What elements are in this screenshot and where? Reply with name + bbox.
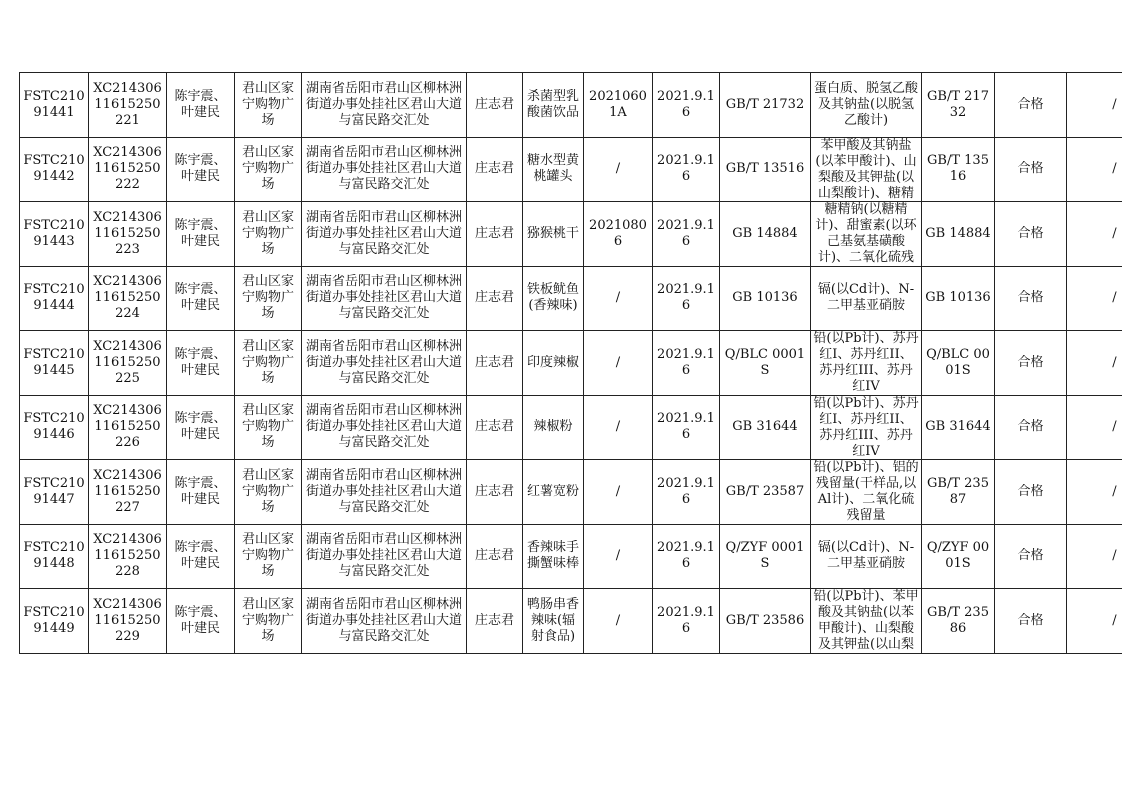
standard-cell xyxy=(720,266,811,331)
report-id-text: FSTC21091442 xyxy=(23,153,85,185)
sample-code-text: XC21430611615250226 xyxy=(93,403,162,451)
basis-text: GB/T 21732 xyxy=(927,88,989,120)
product-name-text: 鸭肠串香辣味(辐射食品) xyxy=(526,596,579,644)
note-text: / xyxy=(1112,161,1117,177)
report-id-cell xyxy=(20,395,89,460)
address-cell xyxy=(302,460,467,525)
address-text: 湖南省岳阳市君山区柳林洲街道办事处挂社区君山大道与富民路交汇处 xyxy=(305,274,462,322)
result-cell xyxy=(995,524,1067,589)
basis-text: GB/T 23587 xyxy=(927,475,989,507)
sampler-cell xyxy=(167,460,235,525)
batch-text: / xyxy=(615,354,621,370)
standard-cell xyxy=(720,395,811,460)
person-text: 庄志君 xyxy=(474,96,514,112)
date-text: 2021.9.16 xyxy=(657,88,715,120)
sample-code-cell xyxy=(89,137,167,202)
product-name-text: 印度辣椒 xyxy=(526,354,579,370)
report-id-text: FSTC21091444 xyxy=(23,282,85,314)
basis-cell xyxy=(922,202,995,267)
test-items-cell xyxy=(811,202,922,267)
note-text: / xyxy=(1112,612,1117,628)
standard-text: Q/ZYF 0001S xyxy=(725,540,805,572)
report-id-text: FSTC21091447 xyxy=(23,475,85,507)
batch-cell xyxy=(584,202,653,267)
batch-text: 20210806 xyxy=(589,217,647,249)
person-cell xyxy=(467,73,523,138)
standard-text: GB 31644 xyxy=(732,419,798,435)
test-items-text: 糖精钠(以糖精计)、甜蜜素(以环己基氨基磺酸计)、二氧化硫残 xyxy=(815,202,917,266)
result-text: 合格 xyxy=(1017,161,1044,177)
note-cell xyxy=(1067,266,1122,331)
sampled-unit-text: 君山区家宁购物广场 xyxy=(241,596,294,644)
product-name-cell xyxy=(523,202,584,267)
report-id-cell xyxy=(20,73,89,138)
sample-code-cell xyxy=(89,266,167,331)
address-cell xyxy=(302,73,467,138)
sample-code-cell xyxy=(89,524,167,589)
sampled-unit-cell xyxy=(235,266,302,331)
sampled-unit-text: 君山区家宁购物广场 xyxy=(241,145,294,193)
batch-cell xyxy=(584,395,653,460)
batch-text: 20210601A xyxy=(589,88,647,120)
address-cell xyxy=(302,266,467,331)
sampled-unit-cell xyxy=(235,73,302,138)
address-cell xyxy=(302,589,467,654)
sampled-unit-cell xyxy=(235,524,302,589)
sample-code-text: XC21430611615250224 xyxy=(93,274,162,322)
sampler-text: 陈宇震、叶建民 xyxy=(174,88,227,120)
sample-code-text: XC21430611615250227 xyxy=(93,467,162,515)
result-text: 合格 xyxy=(1017,483,1044,499)
sampled-unit-text: 君山区家宁购物广场 xyxy=(241,532,294,580)
note-cell xyxy=(1067,73,1122,138)
sampler-cell xyxy=(167,524,235,589)
standard-text: GB 14884 xyxy=(732,225,798,241)
report-id-cell xyxy=(20,266,89,331)
test-items-cell xyxy=(811,266,922,331)
test-items-cell xyxy=(811,589,922,654)
batch-text: / xyxy=(615,483,621,499)
standard-cell xyxy=(720,331,811,396)
address-text: 湖南省岳阳市君山区柳林洲街道办事处挂社区君山大道与富民路交汇处 xyxy=(305,596,462,644)
standard-cell xyxy=(720,73,811,138)
date-cell xyxy=(653,524,720,589)
sampler-text: 陈宇震、叶建民 xyxy=(174,475,227,507)
person-cell xyxy=(467,524,523,589)
result-cell xyxy=(995,137,1067,202)
person-cell xyxy=(467,395,523,460)
note-cell xyxy=(1067,137,1122,202)
basis-cell xyxy=(922,395,995,460)
date-cell xyxy=(653,589,720,654)
table-row xyxy=(20,331,1122,396)
report-id-text: FSTC21091449 xyxy=(23,604,85,636)
sample-code-text: XC21430611615250221 xyxy=(93,80,162,128)
standard-cell xyxy=(720,524,811,589)
test-items-cell xyxy=(811,460,922,525)
result-text: 合格 xyxy=(1017,225,1044,241)
sampler-text: 陈宇震、叶建民 xyxy=(174,346,227,378)
table-row xyxy=(20,137,1122,202)
note-cell xyxy=(1067,331,1122,396)
test-items-text: 镉(以Cd计)、N-二甲基亚硝胺 xyxy=(817,540,915,572)
person-cell xyxy=(467,589,523,654)
batch-text: / xyxy=(615,612,621,628)
result-text: 合格 xyxy=(1017,290,1044,306)
batch-cell xyxy=(584,137,653,202)
table-row xyxy=(20,589,1122,654)
note-cell xyxy=(1067,524,1122,589)
result-cell xyxy=(995,331,1067,396)
person-text: 庄志君 xyxy=(474,419,514,435)
sample-code-text: XC21430611615250228 xyxy=(93,532,162,580)
sampler-cell xyxy=(167,73,235,138)
standard-cell xyxy=(720,589,811,654)
sampler-cell xyxy=(167,137,235,202)
date-cell xyxy=(653,395,720,460)
report-id-text: FSTC21091445 xyxy=(23,346,85,378)
date-text: 2021.9.16 xyxy=(657,475,715,507)
basis-text: Q/BLC 0001S xyxy=(926,346,990,378)
table-body xyxy=(20,73,1122,654)
sampler-text: 陈宇震、叶建民 xyxy=(174,411,227,443)
address-cell xyxy=(302,524,467,589)
report-id-text: FSTC21091443 xyxy=(23,217,85,249)
date-cell xyxy=(653,266,720,331)
date-text: 2021.9.16 xyxy=(657,411,715,443)
product-name-text: 铁板鱿鱼(香辣味) xyxy=(526,282,579,314)
product-name-cell xyxy=(523,137,584,202)
basis-text: GB 31644 xyxy=(925,419,991,435)
batch-cell xyxy=(584,266,653,331)
person-cell xyxy=(467,331,523,396)
address-text: 湖南省岳阳市君山区柳林洲街道办事处挂社区君山大道与富民路交汇处 xyxy=(305,209,462,257)
test-items-cell xyxy=(811,137,922,202)
standard-text: GB/T 13516 xyxy=(725,161,805,177)
date-text: 2021.9.16 xyxy=(657,217,715,249)
address-cell xyxy=(302,331,467,396)
test-items-text: 苯甲酸及其钠盐(以苯甲酸计)、山梨酸及其钾盐(以山梨酸计)、糖精 xyxy=(815,137,917,201)
standard-cell xyxy=(720,460,811,525)
test-items-cell xyxy=(811,73,922,138)
sampler-cell xyxy=(167,202,235,267)
standard-text: GB 10136 xyxy=(732,290,798,306)
product-name-cell xyxy=(523,266,584,331)
sampled-unit-text: 君山区家宁购物广场 xyxy=(241,80,294,128)
test-items-text: 蛋白质、脱氢乙酸及其钠盐(以脱氢乙酸计) xyxy=(813,80,918,128)
address-text: 湖南省岳阳市君山区柳林洲街道办事处挂社区君山大道与富民路交汇处 xyxy=(305,532,462,580)
table-row xyxy=(20,73,1122,138)
standard-text: Q/BLC 0001S xyxy=(724,346,806,378)
product-name-text: 香辣味手撕蟹味棒 xyxy=(526,540,579,572)
address-cell xyxy=(302,137,467,202)
standard-text: GB/T 23586 xyxy=(725,612,805,628)
basis-cell xyxy=(922,137,995,202)
result-text: 合格 xyxy=(1017,548,1044,564)
date-cell xyxy=(653,137,720,202)
person-text: 庄志君 xyxy=(474,483,514,499)
product-name-text: 糖水型黄桃罐头 xyxy=(526,153,579,185)
person-text: 庄志君 xyxy=(474,225,514,241)
sampled-unit-text: 君山区家宁购物广场 xyxy=(241,467,294,515)
basis-text: GB/T 23586 xyxy=(927,604,989,636)
product-name-cell xyxy=(523,524,584,589)
person-text: 庄志君 xyxy=(474,354,514,370)
report-id-cell xyxy=(20,202,89,267)
sampled-unit-cell xyxy=(235,460,302,525)
product-name-text: 辣椒粉 xyxy=(533,419,573,435)
product-name-cell xyxy=(523,331,584,396)
note-text: / xyxy=(1112,354,1117,370)
note-text: / xyxy=(1112,290,1117,306)
person-text: 庄志君 xyxy=(474,161,514,177)
note-cell xyxy=(1067,395,1122,460)
test-items-text: 镉(以Cd计)、N-二甲基亚硝胺 xyxy=(817,282,915,314)
sample-code-cell xyxy=(89,395,167,460)
date-text: 2021.9.16 xyxy=(657,282,715,314)
result-cell xyxy=(995,202,1067,267)
basis-text: Q/ZYF 0001S xyxy=(926,540,990,572)
sample-code-cell xyxy=(89,73,167,138)
sampled-unit-cell xyxy=(235,202,302,267)
report-id-cell xyxy=(20,524,89,589)
basis-cell xyxy=(922,73,995,138)
batch-text: / xyxy=(615,161,621,177)
standard-cell xyxy=(720,202,811,267)
date-text: 2021.9.16 xyxy=(657,346,715,378)
note-cell xyxy=(1067,202,1122,267)
product-name-text: 红薯宽粉 xyxy=(526,483,579,499)
address-cell xyxy=(302,202,467,267)
address-text: 湖南省岳阳市君山区柳林洲街道办事处挂社区君山大道与富民路交汇处 xyxy=(305,145,462,193)
note-text: / xyxy=(1112,419,1117,435)
date-cell xyxy=(653,331,720,396)
address-cell xyxy=(302,395,467,460)
sampler-text: 陈宇震、叶建民 xyxy=(174,540,227,572)
note-text: / xyxy=(1112,483,1117,499)
sampled-unit-cell xyxy=(235,589,302,654)
sampler-text: 陈宇震、叶建民 xyxy=(174,217,227,249)
product-name-cell xyxy=(523,589,584,654)
sample-code-cell xyxy=(89,460,167,525)
table-row xyxy=(20,460,1122,525)
person-text: 庄志君 xyxy=(474,548,514,564)
test-items-text: 铅(以Pb计)、苯甲酸及其钠盐(以苯甲酸计)、山梨酸及其钾盐(以山梨 xyxy=(813,589,919,653)
result-text: 合格 xyxy=(1017,612,1044,628)
batch-cell xyxy=(584,331,653,396)
standard-text: GB/T 23587 xyxy=(725,483,805,499)
test-items-text: 铅(以Pb计)、苏丹红I、苏丹红II、苏丹红III、苏丹红IV xyxy=(813,331,919,395)
result-cell xyxy=(995,460,1067,525)
sampler-cell xyxy=(167,331,235,396)
sampler-text: 陈宇震、叶建民 xyxy=(174,282,227,314)
sampled-unit-cell xyxy=(235,395,302,460)
report-id-cell xyxy=(20,589,89,654)
table-row xyxy=(20,202,1122,267)
sampled-unit-cell xyxy=(235,137,302,202)
person-cell xyxy=(467,202,523,267)
date-text: 2021.9.16 xyxy=(657,604,715,636)
test-items-text: 铅(以Pb计)、铝的残留量(干样品,以Al计)、二氧化硫残留量 xyxy=(813,460,919,524)
sampled-unit-text: 君山区家宁购物广场 xyxy=(241,403,294,451)
basis-cell xyxy=(922,524,995,589)
batch-text: / xyxy=(615,419,621,435)
person-cell xyxy=(467,460,523,525)
note-cell xyxy=(1067,460,1122,525)
result-text: 合格 xyxy=(1017,354,1044,370)
basis-text: GB 10136 xyxy=(925,290,991,306)
table-row xyxy=(20,266,1122,331)
address-text: 湖南省岳阳市君山区柳林洲街道办事处挂社区君山大道与富民路交汇处 xyxy=(305,467,462,515)
date-cell xyxy=(653,460,720,525)
sample-code-text: XC21430611615250222 xyxy=(93,145,162,193)
sampler-text: 陈宇震、叶建民 xyxy=(174,153,227,185)
date-text: 2021.9.16 xyxy=(657,153,715,185)
test-items-cell xyxy=(811,395,922,460)
standard-cell xyxy=(720,137,811,202)
product-name-text: 杀菌型乳酸菌饮品 xyxy=(526,88,579,120)
sampler-cell xyxy=(167,395,235,460)
sample-code-cell xyxy=(89,331,167,396)
result-cell xyxy=(995,395,1067,460)
sampler-cell xyxy=(167,266,235,331)
report-id-cell xyxy=(20,331,89,396)
address-text: 湖南省岳阳市君山区柳林洲街道办事处挂社区君山大道与富民路交汇处 xyxy=(305,403,462,451)
person-cell xyxy=(467,266,523,331)
result-cell xyxy=(995,73,1067,138)
sampled-unit-text: 君山区家宁购物广场 xyxy=(241,209,294,257)
report-id-text: FSTC21091441 xyxy=(23,88,85,120)
basis-cell xyxy=(922,460,995,525)
date-cell xyxy=(653,202,720,267)
test-items-cell xyxy=(811,331,922,396)
basis-text: GB 14884 xyxy=(925,225,991,241)
note-text: / xyxy=(1112,548,1117,564)
standard-text: GB/T 21732 xyxy=(725,96,805,112)
batch-cell xyxy=(584,524,653,589)
sampled-unit-text: 君山区家宁购物广场 xyxy=(241,274,294,322)
basis-cell xyxy=(922,589,995,654)
test-items-cell xyxy=(811,524,922,589)
sample-code-text: XC21430611615250229 xyxy=(93,596,162,644)
date-text: 2021.9.16 xyxy=(657,540,715,572)
person-text: 庄志君 xyxy=(474,290,514,306)
basis-cell xyxy=(922,266,995,331)
sampler-text: 陈宇震、叶建民 xyxy=(174,604,227,636)
batch-text: / xyxy=(615,548,621,564)
result-cell xyxy=(995,589,1067,654)
sample-code-cell xyxy=(89,589,167,654)
address-text: 湖南省岳阳市君山区柳林洲街道办事处挂社区君山大道与富民路交汇处 xyxy=(305,80,462,128)
result-text: 合格 xyxy=(1017,96,1044,112)
date-cell xyxy=(653,73,720,138)
basis-text: GB/T 13516 xyxy=(927,153,989,185)
table-row xyxy=(20,524,1122,589)
batch-cell xyxy=(584,460,653,525)
result-text: 合格 xyxy=(1017,419,1044,435)
sample-code-cell xyxy=(89,202,167,267)
note-text: / xyxy=(1112,225,1117,241)
sample-code-text: XC21430611615250225 xyxy=(93,338,162,386)
batch-cell xyxy=(584,589,653,654)
note-text: / xyxy=(1112,96,1117,112)
person-cell xyxy=(467,137,523,202)
report-id-cell xyxy=(20,137,89,202)
product-name-cell xyxy=(523,73,584,138)
basis-cell xyxy=(922,331,995,396)
address-text: 湖南省岳阳市君山区柳林洲街道办事处挂社区君山大道与富民路交汇处 xyxy=(305,338,462,386)
report-id-text: FSTC21091448 xyxy=(23,540,85,572)
report-id-text: FSTC21091446 xyxy=(23,411,85,443)
inspection-results-table xyxy=(19,72,1122,654)
product-name-cell xyxy=(523,395,584,460)
report-id-cell xyxy=(20,460,89,525)
sampled-unit-cell xyxy=(235,331,302,396)
sampler-cell xyxy=(167,589,235,654)
batch-cell xyxy=(584,73,653,138)
batch-text: / xyxy=(615,290,621,306)
product-name-cell xyxy=(523,460,584,525)
test-items-text: 铅(以Pb计)、苏丹红I、苏丹红II、苏丹红III、苏丹红IV xyxy=(813,395,919,459)
person-text: 庄志君 xyxy=(474,612,514,628)
table-row xyxy=(20,395,1122,460)
product-name-text: 猕猴桃干 xyxy=(526,225,579,241)
sampled-unit-text: 君山区家宁购物广场 xyxy=(241,338,294,386)
sample-code-text: XC21430611615250223 xyxy=(93,209,162,257)
result-cell xyxy=(995,266,1067,331)
note-cell xyxy=(1067,589,1122,654)
